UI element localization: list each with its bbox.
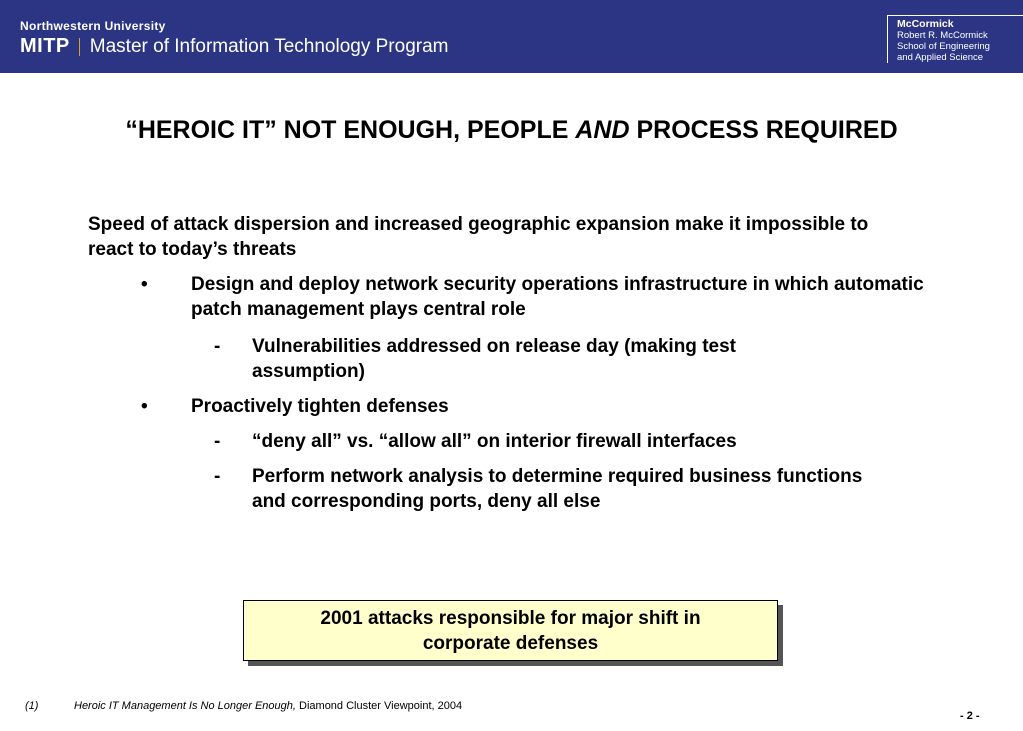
- dash-marker: -: [214, 466, 221, 487]
- sub-bullet-2-2: Perform network analysis to determine required business functions and corresponding ports, deny all else: [252, 466, 863, 512]
- mitp-acronym: MITP: [20, 35, 70, 57]
- lead-paragraph: Speed of attack dispersion and increased geographic expansion make it impossible to react to today’s threats: [88, 214, 869, 260]
- bullet-marker: •: [141, 396, 148, 417]
- header-separator: [79, 38, 80, 56]
- header-banner: [0, 0, 1023, 73]
- bullet-2: Proactively tighten defenses: [191, 396, 449, 417]
- footnote-title: Heroic IT Management Is No Longer Enough,: [74, 700, 296, 712]
- callout-text: 2001 attacks responsible for major shift in corporate defenses: [320, 607, 701, 654]
- title-part2: PROCESS REQUIRED: [629, 116, 898, 144]
- title-italic: AND: [575, 116, 630, 144]
- footnote-number: (1): [25, 700, 39, 712]
- mccormick-line1: Robert R. McCormick: [897, 30, 988, 41]
- mccormick-line2: School of Engineering: [897, 41, 990, 52]
- callout-box: [243, 600, 778, 661]
- dash-marker: -: [214, 431, 221, 452]
- mccormick-logo: [887, 15, 1023, 63]
- mccormick-line3: and Applied Science: [897, 52, 984, 63]
- slide-title: [0, 116, 1023, 145]
- sub-bullet-1-1: Vulnerabilities addressed on release day (making test assumption): [252, 336, 736, 382]
- mccormick-brand: McCormick: [897, 18, 954, 30]
- program-row: [20, 35, 449, 58]
- bullet-marker: •: [141, 274, 148, 295]
- page-number: - 2 -: [960, 710, 980, 722]
- footnote-source: Diamond Cluster Viewpoint, 2004: [295, 700, 463, 712]
- university-name: Northwestern University: [20, 19, 166, 33]
- program-name: Master of Information Technology Program: [89, 35, 449, 57]
- title-part1: “HEROIC IT” NOT ENOUGH, PEOPLE: [125, 116, 576, 144]
- bullet-1: Design and deploy network security operations infrastructure in which automatic patch management plays central role: [191, 274, 924, 320]
- footnote-text: [74, 700, 462, 712]
- dash-marker: -: [214, 336, 221, 357]
- sub-bullet-2-1: “deny all” vs. “allow all” on interior firewall interfaces: [252, 431, 737, 452]
